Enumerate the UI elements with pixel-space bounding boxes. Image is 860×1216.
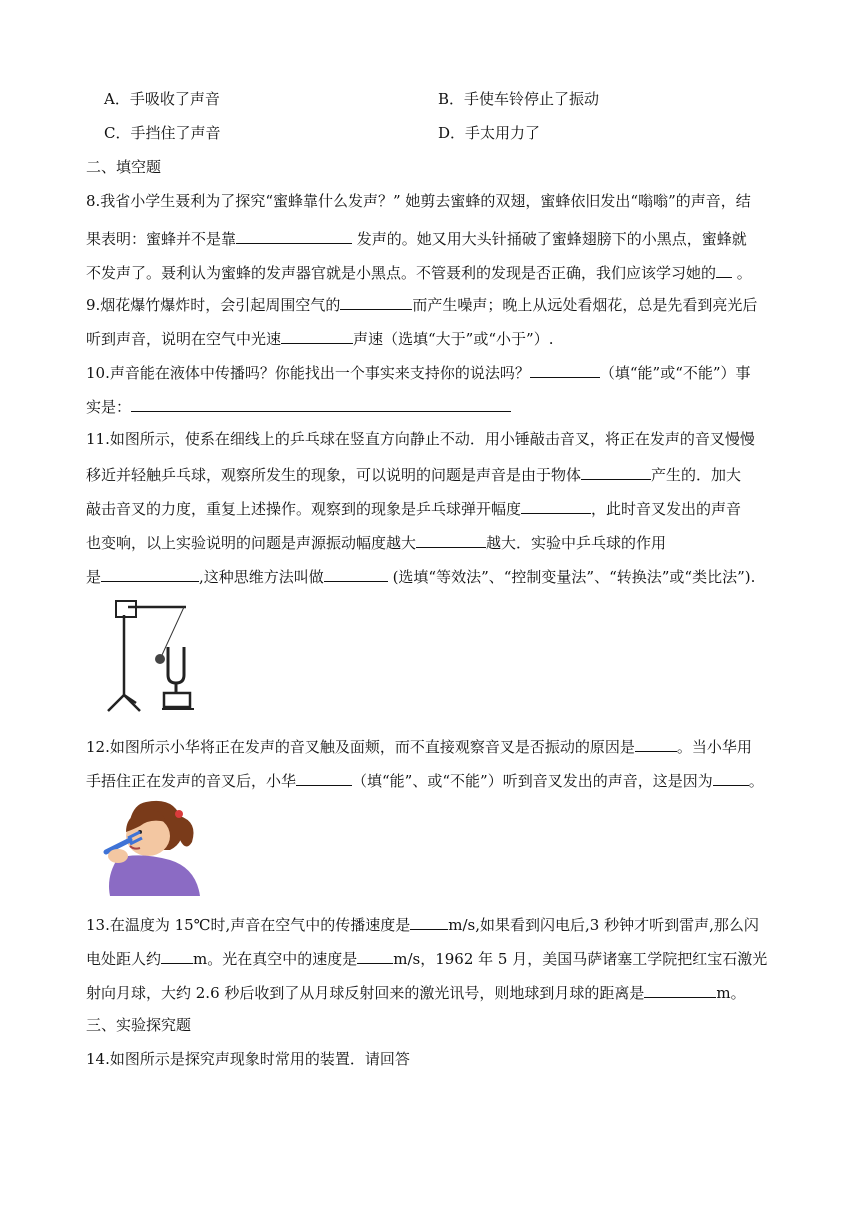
q11-line4 [86,530,666,554]
stand-clamp [116,601,136,617]
girl-with-tuning-fork-figure [100,796,204,896]
q13-blank-1[interactable] [410,912,448,930]
q8-line3 [86,260,752,284]
q13-text-b: m/s,如果看到闪电后,3 秒钟才听到雷声,那么闪 [448,916,759,934]
q12-text-a: 12.如图所示小华将正在发声的音叉触及面颊，而不直接观察音叉是否振动的原因是 [86,738,635,756]
hair-tie [175,810,183,818]
q12-text-c: 手捂住正在发声的音叉后，小华 [86,772,297,790]
q11-text-f: 越大．实验中乒乓球的作用 [486,534,667,552]
q9-text-c: 听到声音，说明在空气中光速 [86,330,282,348]
fork-base [164,693,190,707]
q13-text-c: 电处距人约 [86,950,162,968]
q12-blank-3[interactable] [713,768,749,786]
q11-line2 [86,462,741,486]
q12-blank-1[interactable] [635,734,677,752]
q11-line5 [86,564,755,588]
q11-text-d: ，此时音叉发出的声音 [591,500,742,518]
q12-text-b: 。当小华用 [676,738,752,756]
q10-text-b: （填“能”或“不能”）事 [599,364,751,382]
q13-text-e: m/s，1962 年 5 月，美国马萨诸塞工学院把红宝石激光 [393,950,768,968]
q12-blank-2[interactable] [296,768,352,786]
q10-blank-1[interactable] [530,360,600,378]
option-d: D．手太用力了 [438,124,541,142]
q11-text-h: ,这种思维方法叫做 [199,568,324,586]
q11-text-a: 移近并轻触乒乓球，观察所发生的现象，可以说明的问题是声音是由于物体 [86,466,582,484]
q13-line3 [86,980,746,1004]
thread [162,607,184,655]
q13-line1 [86,912,759,936]
q13-text-a: 13.在温度为 15℃时,声音在空气中的传播速度是 [86,916,411,934]
q11-blank-1[interactable] [581,462,651,480]
q12-text-e: 。 [748,772,764,790]
ponytail [180,816,194,847]
q10-text-a: 10.声音能在液体中传播吗？你能找出一个事实来支持你的说法吗？ [86,364,530,382]
q11-line3 [86,496,741,520]
q8-text-d: 。 [732,264,752,282]
q13-line2 [86,946,767,970]
option-c: C．手挡住了声音 [104,124,221,142]
q13-text-g: m。 [716,984,746,1002]
q12-line1 [86,734,752,758]
q9-text-d: 声速（选填“大于”或“小于”）. [353,330,554,348]
q8-blank-1[interactable] [236,226,352,244]
tuning-fork-stand-figure [100,595,210,720]
q11-text-i: (选填“等效法”、“控制变量法”、“转换法”或“类比法”). [387,568,756,586]
q11-blank-3[interactable] [416,530,486,548]
q11-text-b: 产生的．加大 [651,466,742,484]
q11-blank-4[interactable] [101,564,199,582]
q8-text-a: 果表明：蜜蜂并不是靠 [86,230,237,248]
q10-blank-2[interactable] [131,394,511,412]
q9-line1 [86,292,757,316]
q14-line1: 14.如图所示是探究声现象时常用的装置．请回答 [86,1050,410,1068]
q13-text-f: 射向月球，大约 2.6 秒后收到了从月球反射回来的激光讯号，则地球到月球的距离是 [86,984,645,1002]
tuning-fork [168,647,184,693]
q8-blank-2[interactable] [716,260,732,278]
q11-text-c: 敲击音叉的力度，重复上述操作。观察到的现象是乒乓球弹开幅度 [86,500,522,518]
q12-text-d: （填“能”、或“不能”）听到音叉发出的声音，这是因为 [352,772,713,790]
ping-pong-ball [155,654,165,664]
q8-text-b: 发声的。她又用大头针捅破了蜜蜂翅膀下的小黑点，蜜蜂就 [352,230,747,248]
q10-text-c: 实是： [86,398,132,416]
q13-blank-4[interactable] [644,980,716,998]
q9-blank-1[interactable] [340,292,412,310]
q11-blank-5[interactable] [324,564,388,582]
q11-text-g: 是 [86,568,102,586]
q11-text-e: 也变响，以上实验说明的问题是声源振动幅度越大 [86,534,417,552]
q9-line2 [86,326,553,350]
option-a: A．手吸收了声音 [104,90,220,108]
q10-line1 [86,360,751,384]
q11-blank-2[interactable] [521,496,591,514]
option-b: B．手使车铃停止了振动 [438,90,600,108]
hand [108,849,128,863]
q13-text-d: m。光在真空中的速度是 [193,950,358,968]
q9-text-a: 9.烟花爆竹爆炸时，会引起周围空气的 [86,296,341,314]
q11-line1: 11.如图所示，使系在细线上的乒乓球在竖直方向静止不动．用小锤敲击音叉，将正在发声的音叉慢慢 [86,430,755,448]
q12-line2 [86,768,764,792]
q13-blank-2[interactable] [161,946,193,964]
q9-text-b: 而产生噪声；晚上从远处看烟花，总是先看到亮光后 [412,296,758,314]
q8-line1: 8.我省小学生聂利为了探究“蜜蜂靠什么发声？” 她剪去蜜蜂的双翅，蜜蜂依旧发出“嗡嗡”的声音，结 [86,192,751,210]
q9-blank-2[interactable] [281,326,353,344]
q8-text-c: 不发声了。聂利认为蜜蜂的发声器官就是小黑点。不管聂利的发现是否正确，我们应该学习她的 [86,264,717,282]
q8-line2 [86,226,747,250]
section-title-fill-in: 二、填空题 [86,158,162,176]
section-title-experiment: 三、实验探究题 [86,1016,192,1034]
q10-line2 [86,394,511,418]
q13-blank-3[interactable] [357,946,393,964]
